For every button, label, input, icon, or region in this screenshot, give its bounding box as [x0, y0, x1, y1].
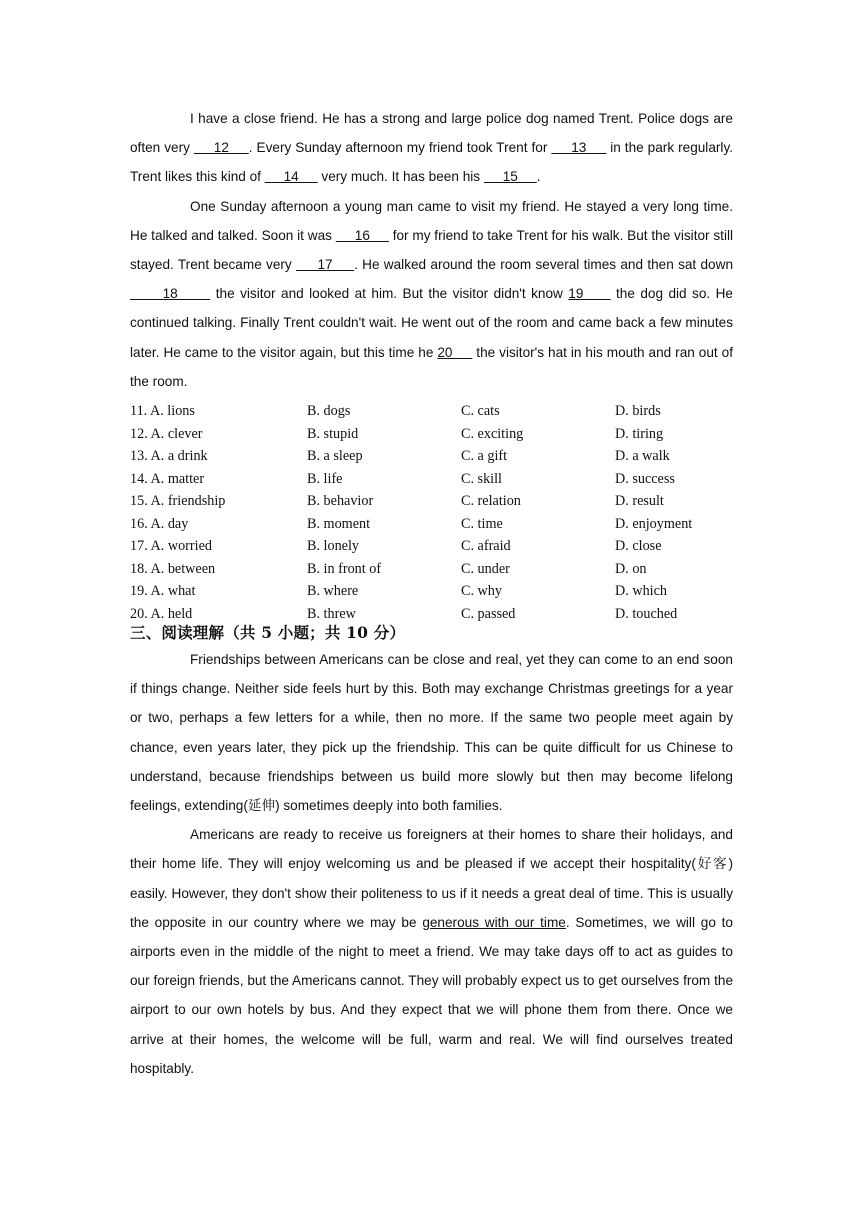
- text-run: the dog did so. He continued talking. Finally Trent couldn't wait. He went out of the room and came back a few minutes later. He came to the visitor again, but this time he: [130, 286, 733, 360]
- option-row: [130, 400, 733, 423]
- option-a: 19. A. what: [130, 583, 196, 599]
- text-run: the visitor's hat in his mouth and ran out of the room.: [130, 344, 733, 389]
- reading-paragraph-1: Friendships between Americans can be close and real, yet they can come to an end soon if things change. Neither side feels hurt by this. Both may exchange Christmas greetings for a year or two, perhaps a few letters for a while, then no more. If the same two people meet again by chance, even years later, they pick up the friendship. This can be quite difficult for us Chinese to understand, because friendships between us build more slowly but then may become lifelong feelings, extending(延伸) sometimes deeply into both families.: [130, 652, 733, 814]
- answer-options: [130, 400, 733, 625]
- cloze-paragraph-2: [130, 192, 733, 396]
- option-d: D. success: [615, 470, 675, 487]
- option-c: C. cats: [461, 403, 500, 419]
- option-b: B. moment: [307, 515, 371, 532]
- text-run: I have a close friend. He has a strong and large police dog named Trent. Police dogs are often very: [130, 111, 733, 156]
- option-c: C. skill: [461, 470, 502, 487]
- option-a: 16. A. day: [130, 515, 189, 532]
- option-d: D. touched: [615, 605, 678, 622]
- text-run: for my friend to take Trent for his walk. But the visitor still stayed. Trent became very: [130, 227, 733, 273]
- option-b: B. where: [307, 583, 359, 599]
- text-run: in the park regularly. Trent likes this kind of: [130, 140, 734, 185]
- blank-12: 12: [193, 140, 249, 156]
- option-a: 18. A. between: [130, 560, 216, 577]
- text-run: the visitor and looked at him. But the visitor didn't know: [210, 286, 569, 302]
- text-run: Americans are ready to receive us foreigners at their homes to share their holidays, and their home life. They will enjoy welcoming us and be pleased if we accept their hospitality(好客) easily. However, they don't show their politeness to us if it needs a great deal of time. This is usually the opposite in our country where we may be: [130, 827, 733, 930]
- option-c: C. afraid: [461, 538, 511, 554]
- option-b: B. dogs: [307, 403, 351, 419]
- option-row: [130, 558, 733, 581]
- option-row: [130, 535, 733, 558]
- option-c: C. why: [461, 583, 502, 599]
- option-b: B. threw: [307, 605, 356, 622]
- option-row: [130, 490, 733, 513]
- blank-16: 16: [335, 227, 389, 243]
- cloze-passage: [130, 104, 733, 396]
- option-d: D. close: [615, 538, 662, 554]
- section-heading: 三、阅读理解（共 5 小题；共 10 分）: [130, 623, 406, 642]
- text-run: . He walked around the room several times and then sat down: [354, 257, 733, 273]
- option-c: C. relation: [461, 493, 521, 509]
- option-row: [130, 468, 733, 491]
- option-c: C. exciting: [461, 425, 524, 442]
- option-d: D. on: [615, 560, 647, 577]
- option-row: [130, 580, 733, 603]
- option-a: 13. A. a drink: [130, 448, 208, 464]
- text-run: . Every Sunday afternoon my friend took Trent for: [248, 140, 552, 156]
- cloze-paragraph-1: [130, 104, 733, 192]
- option-b: B. behavior: [307, 493, 374, 509]
- option-c: C. under: [461, 560, 510, 577]
- blank-15: 15: [483, 169, 537, 185]
- option-a: 20. A. held: [130, 605, 193, 622]
- option-row: [130, 445, 733, 468]
- blank-18: 18: [130, 286, 211, 302]
- reading-paragraph-2: [130, 820, 733, 1083]
- option-b: B. lonely: [307, 538, 360, 554]
- text-run: One Sunday afternoon a young man came to visit my friend. He stayed a very long time. He talked and talked. Soon it was: [130, 198, 733, 243]
- option-d: D. birds: [615, 403, 661, 419]
- option-b: B. stupid: [307, 425, 359, 442]
- option-d: D. enjoyment: [615, 515, 693, 532]
- option-d: D. result: [615, 493, 664, 509]
- option-row: [130, 423, 733, 446]
- reading-passage: [130, 645, 733, 1083]
- option-b: B. in front of: [307, 560, 382, 577]
- blank-19: 19: [568, 286, 611, 302]
- underlined-phrase: generous with our time: [422, 914, 566, 930]
- option-a: 17. A. worried: [130, 538, 212, 554]
- text-run: .: [536, 169, 541, 185]
- option-c: C. passed: [461, 605, 516, 622]
- blank-13: 13: [551, 140, 607, 156]
- text-run: . Sometimes, we will go to airports even in the middle of the night to meet a friend. We may take days off to act as guides to our foreign friends, but the Americans cannot. They will probably expect us to get ourselves from the airport to our own hotels by bus. And they expect that we will phone them from there. Once we arrive at their homes, the welcome will be full, warm and real. We will find ourselves treated hospitably.: [130, 914, 733, 1076]
- blank-20: 20: [437, 344, 473, 360]
- option-a: 12. A. clever: [130, 425, 203, 442]
- option-b: B. a sleep: [307, 448, 363, 464]
- option-row: [130, 513, 733, 536]
- option-a: 11. A. lions: [130, 403, 195, 419]
- option-d: D. which: [615, 583, 668, 599]
- option-c: C. time: [461, 515, 503, 532]
- option-d: D. a walk: [615, 448, 670, 464]
- text-run: very much. It has been his: [317, 169, 484, 185]
- option-a: 15. A. friendship: [130, 493, 226, 509]
- option-a: 14. A. matter: [130, 470, 205, 487]
- option-d: D. tiring: [615, 425, 664, 442]
- blank-17: 17: [296, 257, 355, 273]
- option-b: B. life: [307, 470, 343, 487]
- option-c: C. a gift: [461, 448, 508, 464]
- blank-14: 14: [264, 169, 318, 185]
